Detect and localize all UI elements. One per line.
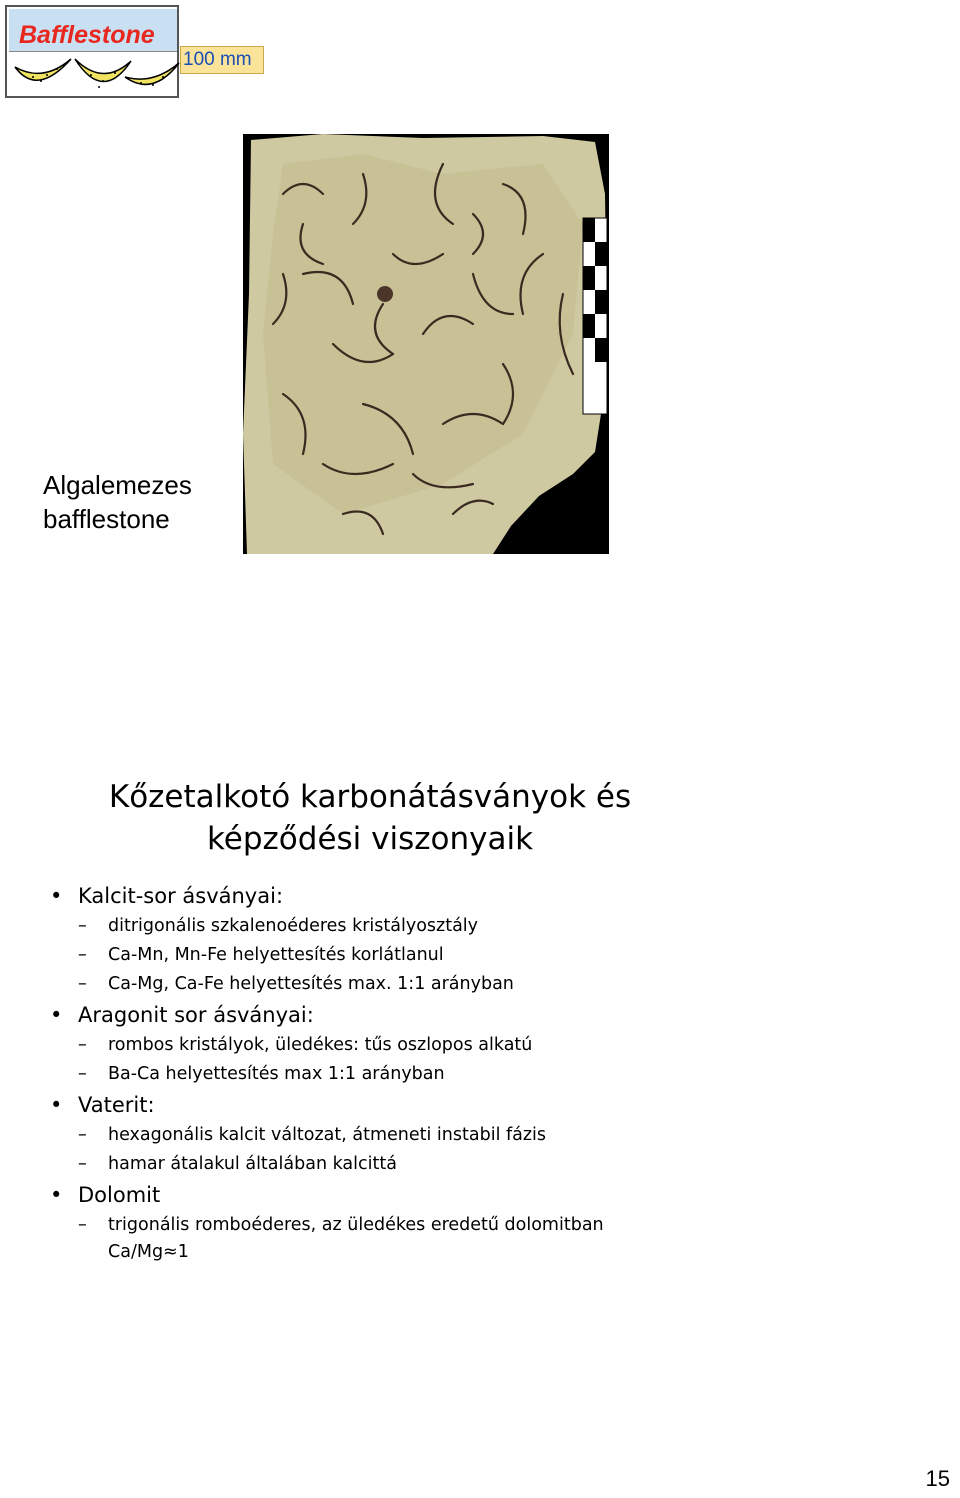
list-item: – hexagonális kalcit változat, átmeneti instabil fázis bbox=[50, 1121, 910, 1150]
rock-specimen-photo bbox=[243, 134, 609, 554]
legend-title: Bafflestone bbox=[19, 21, 155, 49]
list-item: – trigonális romboéderes, az üledékes eredetű dolomitban bbox=[50, 1211, 910, 1240]
title-line-2: képződési viszonyaik bbox=[206, 821, 534, 857]
list-item: – ditrigonális szkalenoéderes kristályosztály bbox=[50, 912, 910, 941]
list-item: – Ca-Mg, Ca-Fe helyettesítés max. 1:1 arányban bbox=[50, 970, 910, 999]
baffle-organism-icon bbox=[13, 53, 181, 97]
legend-scale-label: 100 mm bbox=[180, 46, 264, 74]
mineral-list bbox=[50, 880, 910, 1264]
caption-line-1: Algalemezes bbox=[43, 470, 192, 500]
title-line-1: Kőzetalkotó karbonátásványok és bbox=[108, 779, 632, 815]
legend-title-bar bbox=[9, 9, 177, 52]
list-item: – Ba-Ca helyettesítés max 1:1 arányban bbox=[50, 1060, 910, 1089]
section-title-kalcit: • Kalcit-sor ásványai: bbox=[50, 880, 910, 912]
list-item-continuation: Ca/Mg≈1 bbox=[108, 1242, 189, 1262]
photo-caption bbox=[43, 468, 192, 536]
section-title-vaterit: • Vaterit: bbox=[50, 1089, 910, 1121]
list-item: – Ca-Mn, Mn-Fe helyettesítés korlátlanul bbox=[50, 941, 910, 970]
page-number: 15 bbox=[925, 1466, 950, 1491]
section-title-dolomit: • Dolomit bbox=[50, 1179, 910, 1211]
caption-line-2: bafflestone bbox=[43, 504, 170, 534]
list-item: – hamar átalakul általában kalcittá bbox=[50, 1150, 910, 1179]
page-title bbox=[0, 776, 740, 860]
list-item: – rombos kristályok, üledékes: tűs oszlopos alkatú bbox=[50, 1031, 910, 1060]
bafflestone-legend bbox=[5, 5, 179, 98]
section-title-aragonit: • Aragonit sor ásványai: bbox=[50, 999, 910, 1031]
